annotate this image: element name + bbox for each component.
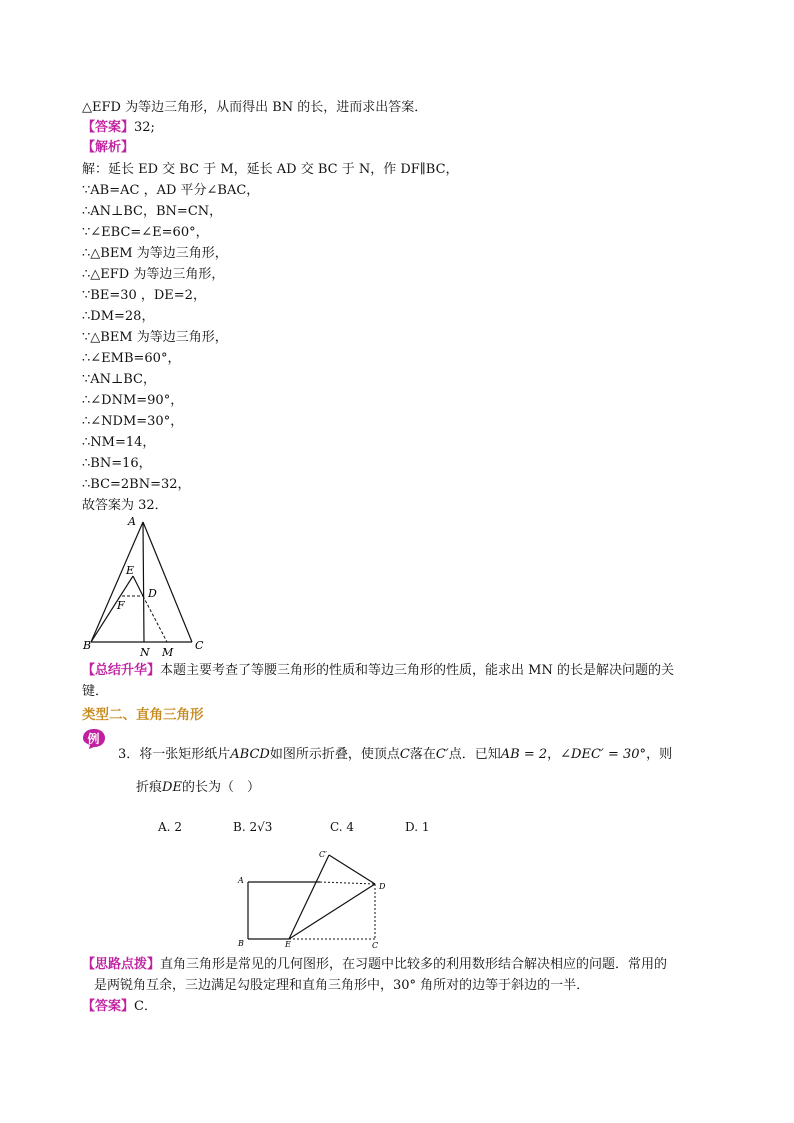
section-title: 类型二、直角三角形 [82,707,204,723]
question-number: 3． [118,747,140,762]
analysis-line: ∵∠EBC=∠E=60°， [82,225,209,240]
question-line-2 [136,780,260,796]
question-text: ，则 [646,747,673,762]
edge-ab [91,522,143,642]
choice-a[interactable] [158,820,182,834]
choice-value: 1 [421,820,430,834]
math-angle: ∠DEC′ = 30° [560,747,647,762]
analysis-label: 【解析】 [82,140,135,155]
question-line-1 [118,747,672,763]
intro-line: △EFD 为等边三角形，从而得出 BN 的长，进而求出答案． [82,100,428,115]
analysis-line: ∴NM=14， [82,435,156,450]
badge-text: 例 [87,732,100,746]
question-text: 落在 [409,747,436,762]
hint-line-2: 是两锐角互余，三边满足勾股定理和直角三角形中，30° 角所对的边等于斜边的一半． [94,978,590,993]
label-a: A [238,876,244,885]
question-text: 如图所示折叠，使顶点 [269,747,400,762]
question-text: ， [547,747,561,762]
choice-b[interactable] [233,820,272,834]
analysis-line: ∴BC=2BN=32， [82,477,191,492]
label-d: D [379,882,386,891]
question-text: 点．已知 [448,747,501,762]
math-c: C [399,747,410,762]
math-de: DE [162,780,182,795]
math-ab: AB = 2 [500,747,548,762]
label-c: C [195,639,204,652]
summary-text: 本题主要考查了等腰三角形的性质和等边三角形的性质，能求出 MN 的长是解决问题的关 [160,663,674,678]
analysis-line: ∴△EFD 为等边三角形， [82,267,225,282]
analysis-line: ∴∠NDM=30°， [82,414,184,429]
label-b: B [238,939,244,948]
hint-label: 【思路点拨】 [82,957,161,972]
choice-value: 2 [174,820,182,834]
summary-line-2: 键． [82,684,109,699]
answer-value: C． [134,999,157,1014]
analysis-line: ∵AB=AC ，AD 平分∠BAC， [82,183,260,198]
edge-an [143,522,144,642]
choice-d[interactable] [405,820,429,834]
analysis-line: ∴DM=28， [82,309,155,324]
analysis-line: ∴BN=16， [82,456,152,471]
analysis-line: ∴∠EMB=60°， [82,351,181,366]
question-text: 的长为（ ） [181,780,260,795]
dashed-ad [320,882,375,884]
hint-line-1 [82,957,667,973]
analysis-line: ∵△BEM 为等边三角形， [82,330,228,345]
answer-label: 【答案】 [82,120,135,135]
label-b: B [83,639,92,652]
label-d: D [148,587,157,600]
label-c: C [372,941,379,950]
choice-value: 2√3 [249,820,273,834]
analysis-line: ∴∠DNM=90°， [82,393,184,408]
summary-line-1 [82,663,674,679]
choice-label: C. [330,820,343,834]
edge-cprime-d [329,855,375,884]
summary-label: 【总结升华】 [82,663,161,678]
analysis-label-line [82,140,134,156]
answer-1 [82,120,155,136]
label-m: M [162,646,174,659]
question-text: 将一张矩形纸片 [139,747,231,762]
label-a: A [128,515,136,528]
analysis-line: ∴△BEM 为等边三角形， [82,246,228,261]
label-c-prime: C′ [319,850,327,859]
answer-2 [82,999,157,1015]
edge-ac [143,522,192,642]
math-c-prime: C′ [435,747,449,762]
answer-label: 【答案】 [82,999,135,1014]
answer-value: 32; [134,120,155,135]
hint-text: 直角三角形是常见的几何图形，在习题中比较多的利用数形结合解决相应的问题．常用的 [160,957,668,972]
edge-ed [133,576,143,596]
choice-label: D. [405,820,419,834]
analysis-line: ∴AN⊥BC，BN=CN， [82,204,223,219]
choice-label: A. [158,820,171,834]
label-f: F [117,599,125,612]
label-e: E [285,940,291,949]
choice-label: B. [233,820,246,834]
analysis-line: ∵AN⊥BC， [82,372,157,387]
question-text: 折痕 [136,780,163,795]
triangle-figure [80,512,220,660]
choice-value: 4 [346,820,355,834]
label-n: N [140,646,150,659]
dashed-dm [143,596,167,642]
analysis-line: 解：延长 ED 交 BC 于 M，延长 AD 交 BC 于 N，作 DF∥BC， [82,162,459,177]
edge-be [91,576,133,642]
label-e: E [126,564,135,577]
folded-rectangle-figure [232,845,392,955]
choice-c[interactable] [330,820,354,834]
math-abcd: ABCD [230,747,270,762]
analysis-conclusion: 故答案为 32． [82,498,168,513]
analysis-line: ∵BE=30 ，DE=2， [82,288,206,303]
example-badge-icon [82,728,106,750]
